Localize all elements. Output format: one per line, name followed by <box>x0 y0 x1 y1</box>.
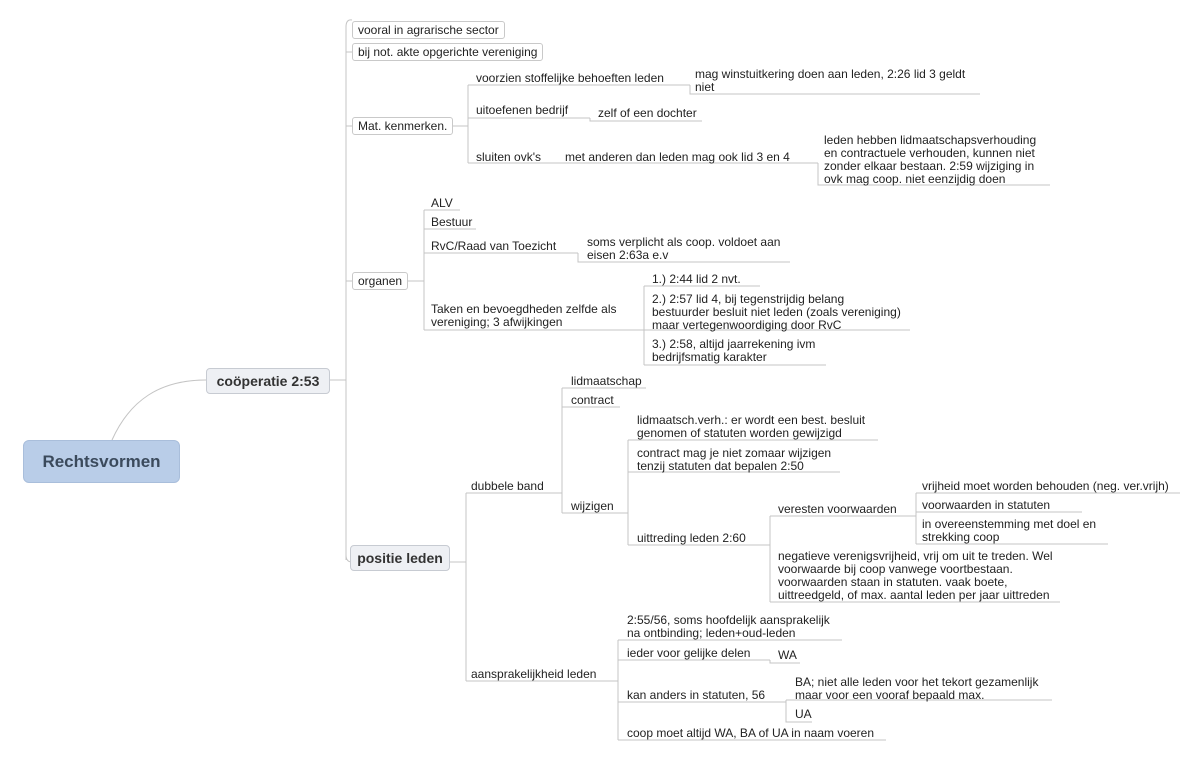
gelijke-delen-node[interactable]: ieder voor gelijke delen <box>627 646 751 660</box>
bedrijf-node[interactable]: uitoefenen bedrijf <box>476 103 569 117</box>
afwijking-3-node[interactable] <box>652 338 815 364</box>
lidmaatschap-node[interactable]: lidmaatschap <box>571 374 642 388</box>
naam-voeren-node[interactable]: coop moet altijd WA, BA of UA in naam voeren <box>627 726 875 740</box>
overeen-line-2: strekking coop <box>922 530 1000 544</box>
uittreding-node[interactable]: uittreding leden 2:60 <box>637 531 746 545</box>
hoofdelijk-node[interactable] <box>627 614 830 640</box>
alv-node[interactable]: ALV <box>431 196 453 210</box>
afwijking-2-node[interactable] <box>652 293 901 332</box>
wa-node[interactable]: WA <box>778 648 797 662</box>
negatief-line-3: voorwaarden staan in statuten. vaak boete, <box>778 575 1008 589</box>
lidmverh-line-1: lidmaatsch.verh.: er wordt een best. besluit <box>637 413 866 427</box>
taken-line-2: vereniging; 3 afwijkingen <box>431 315 563 329</box>
lidmverh-node[interactable] <box>637 414 865 440</box>
voorwaarden-statuten-node[interactable]: voorwaarden in statuten <box>922 498 1051 512</box>
contract-wijzigen-node[interactable] <box>637 447 831 473</box>
rvc-note-node[interactable] <box>587 236 780 262</box>
lidm-line-4: ovk mag coop. niet eenzijdig doen <box>824 172 1006 186</box>
afwijking-1-node[interactable]: 1.) 2:44 lid 2 nvt. <box>652 272 741 286</box>
agrarisch-node[interactable]: vooral in agrarische sector <box>352 21 505 39</box>
afw2-line-3: maar vertegenwoordiging door RvC <box>652 318 842 332</box>
a1-line-2: na ontbinding; leden+oud-leden <box>627 626 796 640</box>
ba-node[interactable] <box>795 676 1038 702</box>
negatief-line-4: uittreedgeld, of max. aantal leden per jaar uittreden <box>778 588 1050 602</box>
afw2-line-1: 2.) 2:57 lid 4, bij tegenstrijdig belang <box>652 292 845 306</box>
winst-node[interactable] <box>695 68 965 94</box>
cooperatie-node[interactable]: coöperatie 2:53 <box>206 368 330 394</box>
lidm-line-2: en contractuele verhouden, kunnen niet <box>824 146 1035 160</box>
lidm-line-3: zonder elkaar bestaan. 2:59 wijziging in <box>824 159 1035 173</box>
notakte-node[interactable]: bij not. akte opgerichte vereniging <box>352 43 543 61</box>
winst-line-1: mag winstuitkering doen aan leden, 2:26 lid 3 geldt <box>695 67 966 81</box>
overeen-line-1: in overeenstemming met doel en <box>922 517 1097 531</box>
contractmag-line-2: tenzij statuten dat bepalen 2:50 <box>637 459 804 473</box>
ba-line-2: maar voor een vooraf bepaald max. <box>795 688 985 702</box>
lidmverh-line-2: genomen of statuten worden gewijzigd <box>637 426 842 440</box>
aansprakelijkheid-node[interactable]: aansprakelijkheid leden <box>471 667 597 681</box>
ba-line-1: BA; niet alle leden voor het tekort gezamenlijk <box>795 675 1039 689</box>
taken-node[interactable] <box>431 303 616 329</box>
winst-line-2: niet <box>695 80 715 94</box>
root-node[interactable]: Rechtsvormen <box>23 440 180 483</box>
contractmag-line-1: contract mag je niet zomaar wijzigen <box>637 446 832 460</box>
afw3-line-2: bedrijfsmatig karakter <box>652 350 767 364</box>
a1-line-1: 2:55/56, soms hoofdelijk aansprakelijk <box>627 613 830 627</box>
negatieve-vrijheid-node[interactable] <box>778 550 1053 602</box>
vrijheid-node[interactable]: vrijheid moet worden behouden (neg. ver.vrijh) <box>922 479 1169 493</box>
negatief-line-2: voorwaarde bij coop vanwege voortbestaan. <box>778 562 1013 576</box>
anders-statuten-node[interactable]: kan anders in statuten, 56 <box>627 688 766 702</box>
dubbele-band-node[interactable]: dubbele band <box>471 479 544 493</box>
wijzigen-node[interactable]: wijzigen <box>571 499 614 513</box>
negatief-line-1: negatieve verenigsvrijheid, vrij om uit te treden. Wel <box>778 549 1053 563</box>
anderen-node[interactable]: met anderen dan leden mag ook lid 3 en 4 <box>565 150 790 164</box>
taken-line-1: Taken en bevoegdheden zelfde als <box>431 302 617 316</box>
organen-node[interactable]: organen <box>352 272 408 290</box>
veresten-node[interactable]: veresten voorwaarden <box>778 502 897 516</box>
rvc-note-line-2: eisen 2:63a e.v <box>587 248 669 262</box>
ua-node[interactable]: UA <box>795 707 812 721</box>
afw2-line-2: bestuurder besluit niet leden (zoals vereniging) <box>652 305 901 319</box>
mat-kenmerken-node[interactable]: Mat. kenmerken. <box>352 117 453 135</box>
contract-node[interactable]: contract <box>571 393 614 407</box>
overeenstemming-node[interactable] <box>922 518 1096 544</box>
dochter-node[interactable]: zelf of een dochter <box>598 106 697 120</box>
behoeften-node[interactable]: voorzien stoffelijke behoeften leden <box>476 71 664 85</box>
rvc-note-line-1: soms verplicht als coop. voldoet aan <box>587 235 781 249</box>
positie-leden-node[interactable]: positie leden <box>350 545 450 571</box>
lidm-line-1: leden hebben lidmaatschapsverhouding <box>824 133 1037 147</box>
afw3-line-1: 3.) 2:58, altijd jaarrekening ivm <box>652 337 816 351</box>
bestuur-node[interactable]: Bestuur <box>431 215 473 229</box>
rvc-node[interactable]: RvC/Raad van Toezicht <box>431 239 557 253</box>
ovks-node[interactable]: sluiten ovk's <box>476 150 541 164</box>
lidmaatschapsverhouding-node[interactable] <box>824 134 1036 186</box>
